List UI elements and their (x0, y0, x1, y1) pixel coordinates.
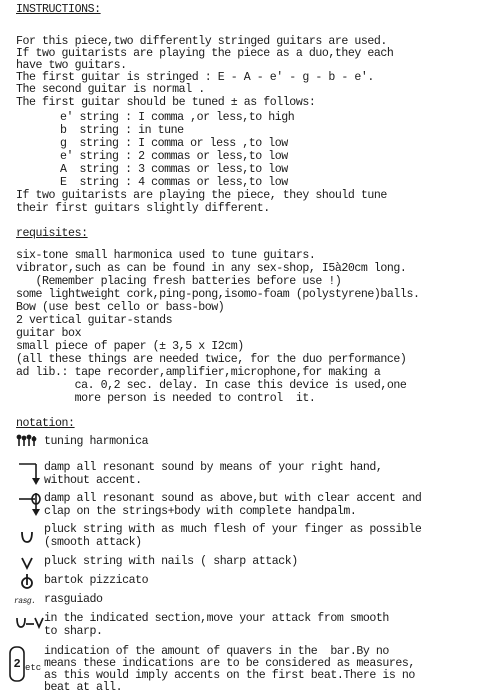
requisites-line: small piece of paper (± 3,5 x I2cm) (16, 340, 244, 353)
notation-item-text: clap on the strings+body with complete handpalm. (44, 505, 357, 518)
tuning-line: g string : I comma or less ,to low (60, 137, 288, 150)
requisites-line: ca. 0,2 sec. delay. In case this device is used,one (16, 379, 407, 392)
requisites-line: six-tone small harmonica used to tune guitars. (16, 249, 316, 262)
tuning-line: E string : 4 commas or less,to low (60, 176, 288, 189)
requisites-line: more person is needed to control it. (16, 392, 316, 405)
tuning-line: A string : 3 commas or less,to low (60, 163, 288, 176)
requisites-line: some lightweight cork,ping-pong,isomo-foam (polystyrene)balls. (16, 288, 420, 301)
notation-item-text: damp all resonant sound as above,but with clear accent and (44, 492, 422, 505)
requisites-line: Bow (use best cello or bass-bow) (16, 301, 225, 314)
rasguiado-icon: rasg. (14, 597, 36, 606)
requisites-line: 2 vertical guitar-stands (16, 314, 173, 327)
notation-item-text: pluck string with as much flesh of your finger as possible (44, 523, 422, 536)
notation-item-text: indication of the amount of quavers in the bar.By no (44, 645, 389, 658)
instructions-closing-line: If two guitarists are playing the piece, they should tune (16, 189, 387, 202)
quaver-count-icon (8, 645, 44, 685)
damp-icon (18, 461, 40, 487)
notation-item-text: means these indications are to be considered as measures, (44, 657, 415, 670)
notation-item-text: to sharp. (44, 625, 103, 638)
instructions-heading: INSTRUCTIONS: (16, 3, 101, 16)
notation-item-text: bartok pizzicato (44, 574, 149, 587)
notation-item-text: in the indicated section,move your attack from smooth (44, 612, 389, 625)
requisites-line: ad lib.: tape recorder,amplifier,microphone,for making a (16, 366, 381, 379)
notation-item-text: as this would imply accents on the first beat.There is no (44, 669, 415, 682)
svg-text:2: 2 (13, 657, 21, 671)
notation-item-text: damp all resonant sound by means of your right hand, (44, 461, 383, 474)
instructions-line: The second guitar is normal . (16, 83, 205, 96)
quaver-etc-label: etc (25, 663, 42, 673)
requisites-line: guitar box (16, 327, 82, 340)
notation-item-text: beat at all. (44, 681, 123, 694)
notation-item-text: pluck string with nails ( sharp attack) (44, 555, 298, 568)
smooth-to-sharp-icon (16, 616, 46, 630)
requisites-line: (Remember placing fresh batteries before use !) (16, 275, 342, 288)
flesh-pluck-icon (20, 530, 34, 544)
notation-item-text: rasguiado (44, 593, 103, 606)
damp-accent-icon (18, 491, 42, 517)
instructions-line: The first guitar should be tuned ± as follows: (16, 96, 316, 109)
notation-heading: notation: (16, 417, 75, 430)
requisites-line: (all these things are needed twice, for the duo performance) (16, 353, 407, 366)
nail-pluck-icon (20, 556, 34, 570)
requisites-line: vibrator,such as can be found in any sex-shop, I5à20cm long. (16, 262, 407, 275)
bartok-pizzicato-icon (19, 573, 35, 591)
tuning-line: b string : in tune (60, 124, 184, 137)
notation-item-text: without accent. (44, 474, 142, 487)
instructions-line: The first guitar is stringed : E - A - e' - g - b - e'. (16, 71, 374, 84)
instructions-closing-line: their first guitars slightly different. (16, 202, 270, 215)
notation-item-text: (smooth attack) (44, 536, 142, 549)
instructions-line: If two guitarists are playing the piece as a duo,they each (16, 47, 394, 60)
tuning-line: e' string : I comma ,or less,to high (60, 111, 295, 124)
tuning-line: e' string : 2 commas or less,to low (60, 150, 288, 163)
requisites-heading: requisites: (16, 227, 88, 240)
instructions-line: For this piece,two differently stringed guitars are used. (16, 35, 387, 48)
tuning-harmonica-icon (17, 434, 39, 448)
notation-item-text: tuning harmonica (44, 435, 149, 448)
instructions-line: have two guitars. (16, 59, 127, 72)
